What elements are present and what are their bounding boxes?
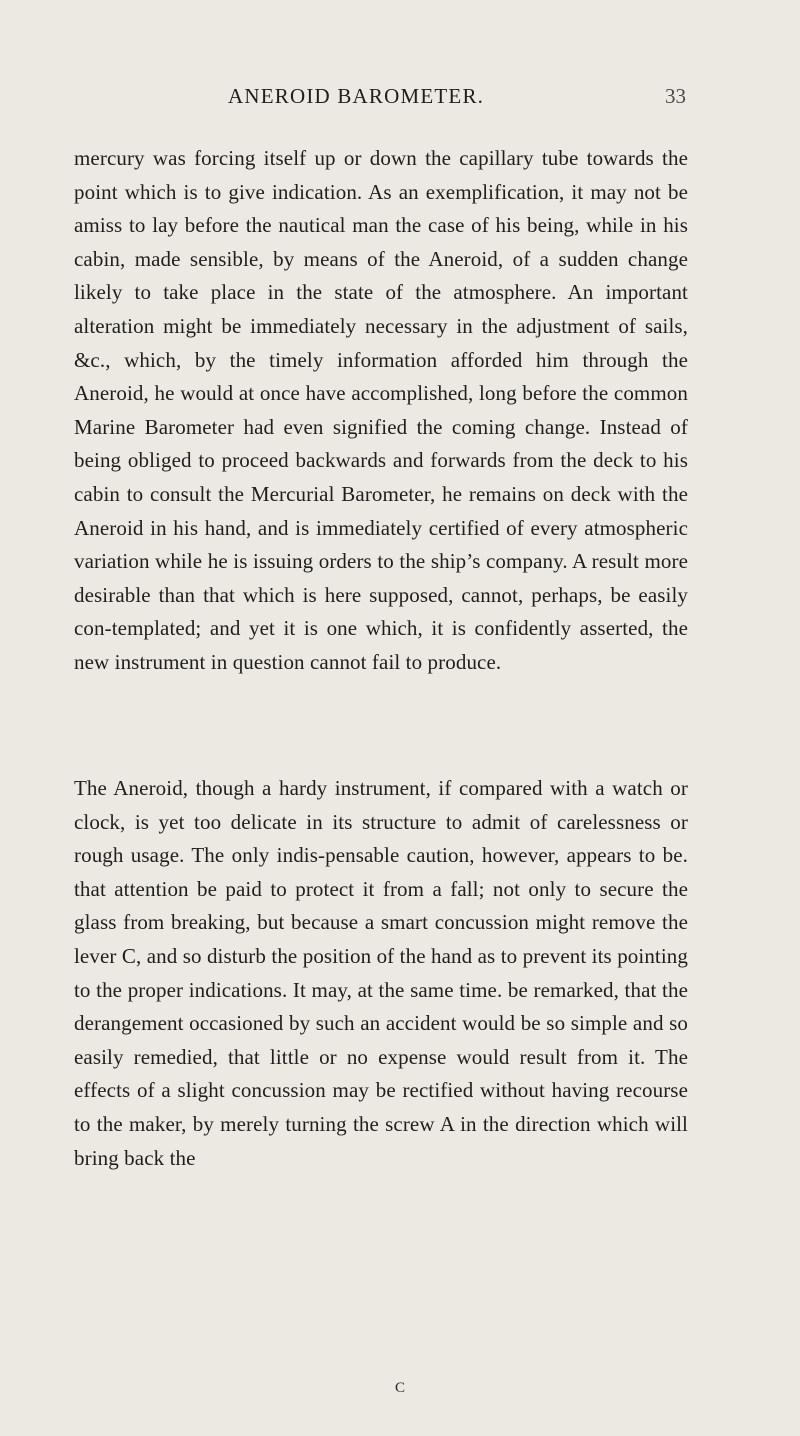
running-head — [0, 84, 800, 114]
paragraph-2: The Aneroid, though a hardy instrument, if compared with a watch or clock, is yet too delicate in its structure to admit of carelessness or rough usage. The only indis-pensable caution, however, appears to be. that attention be paid to protect it from a fall; not only to secure the glass from breaking, but because a smart concussion might remove the lever C, and so disturb the position of the hand as to prevent its pointing to the proper indications. It may, at the same time. be remarked, that the derangement occasioned by such an accident would be so simple and so easily remedied, that little or no expense would result from it. The effects of a slight concussion may be rectified without having recourse to the maker, by merely turning the screw A in the direction which will bring back the — [74, 776, 688, 1170]
signature-mark: C — [394, 1380, 405, 1396]
page-number: 33 — [665, 84, 686, 108]
running-title: ANEROID BAROMETER. — [228, 84, 485, 108]
paragraph-1: mercury was forcing itself up or down the capillary tube towards the point which is to give indication. As an exemplification, it may not be amiss to lay before the nautical man the case of his being, while in his cabin, made sensible, by means of the Aneroid, of a sudden change likely to take place in the state of the atmosphere. An important alteration might be immediately necessary in the adjustment of sails, &c., which, by the timely information afforded him through the Aneroid, he would at once have accomplished, long before the common Marine Barometer had even signified the coming change. Instead of being obliged to proceed backwards and forwards from the deck to his cabin to consult the Mercurial Barometer, he remains on deck with the Aneroid in his hand, and is immediately certified of every atmospheric variation while he is issuing orders to the ship’s company. A result more desirable than that which is here supposed, cannot, perhaps, be easily con-templated; and yet it is one which, it is confidently asserted, the new instrument in question cannot fail to produce. — [74, 146, 688, 674]
